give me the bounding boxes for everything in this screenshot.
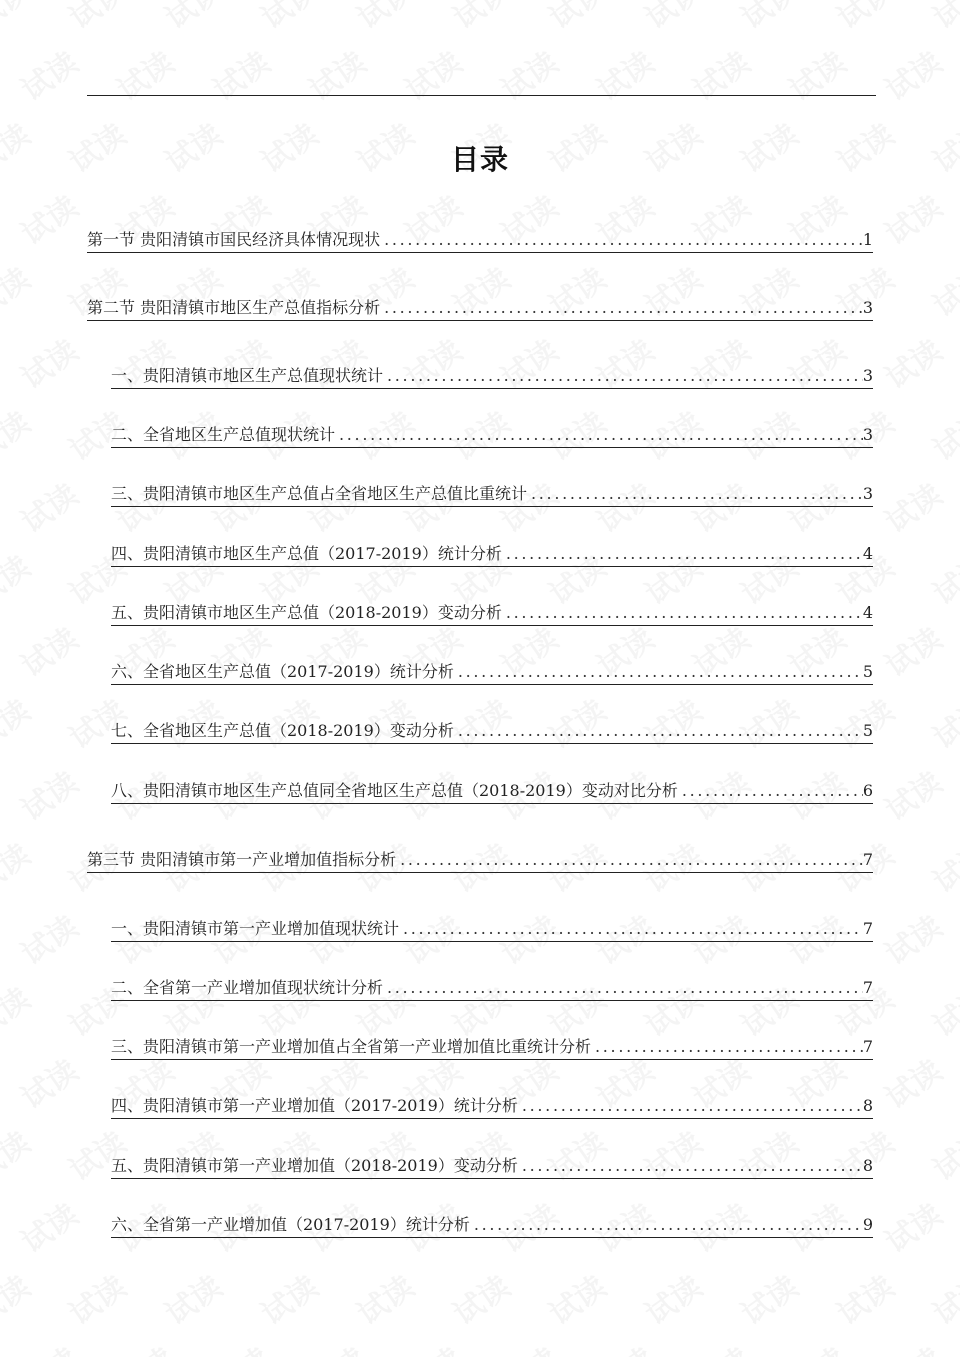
toc-page-number: 3 xyxy=(862,484,873,503)
watermark-text xyxy=(107,1335,181,1357)
toc-page-number: 3 xyxy=(862,425,873,444)
toc-dot-leader xyxy=(527,484,863,506)
toc-dot-leader xyxy=(454,721,863,743)
toc-dot-leader xyxy=(399,919,863,941)
toc-entry[interactable] xyxy=(111,974,873,1001)
watermark-text xyxy=(875,471,949,541)
watermark-text xyxy=(731,0,805,37)
toc-entry[interactable] xyxy=(87,846,873,873)
watermark-text xyxy=(203,39,277,109)
watermark-text xyxy=(395,1335,469,1357)
watermark-text xyxy=(683,39,757,109)
watermark-text xyxy=(539,0,613,37)
toc-entry-title: 二、全省第一产业增加值现状统计分析 xyxy=(111,978,384,997)
watermark-text xyxy=(539,1263,613,1333)
toc-dot-leader xyxy=(518,1156,863,1178)
toc-entry-title: 七、全省地区生产总值（2018-2019）变动分析 xyxy=(111,721,454,740)
toc-entry[interactable] xyxy=(111,777,873,804)
watermark-text xyxy=(59,1263,133,1333)
toc-entry[interactable] xyxy=(111,1033,873,1060)
toc-page-number: 4 xyxy=(862,603,873,622)
toc-page-number: 4 xyxy=(862,544,873,563)
watermark-text xyxy=(875,1047,949,1117)
watermark-text xyxy=(347,1263,421,1333)
toc-dot-leader xyxy=(502,603,863,625)
watermark-text xyxy=(11,1191,85,1261)
toc-entry[interactable] xyxy=(111,362,873,389)
toc-entry-title: 第二节 贵阳清镇市地区生产总值指标分析 xyxy=(87,298,381,317)
watermark-text xyxy=(443,1263,517,1333)
watermark-text xyxy=(203,1335,277,1357)
toc-entry[interactable] xyxy=(111,480,873,507)
toc-entry-title: 四、贵阳清镇市地区生产总值（2017-2019）统计分析 xyxy=(111,544,502,563)
watermark-text xyxy=(875,39,949,109)
toc-dot-leader xyxy=(678,781,863,803)
toc-dot-leader xyxy=(502,544,863,566)
watermark-text xyxy=(0,1263,37,1333)
toc-dot-leader xyxy=(454,662,863,684)
watermark-text xyxy=(875,759,949,829)
toc-entry[interactable] xyxy=(111,540,873,567)
watermark-text xyxy=(875,1191,949,1261)
watermark-text xyxy=(251,1263,325,1333)
toc-entry-title: 六、全省第一产业增加值（2017-2019）统计分析 xyxy=(111,1215,470,1234)
toc-page-number: 6 xyxy=(862,781,873,800)
toc-entry-title: 五、贵阳清镇市第一产业增加值（2018-2019）变动分析 xyxy=(111,1156,518,1175)
toc-dot-leader xyxy=(518,1096,863,1118)
watermark-text xyxy=(0,831,37,901)
toc-dot-leader xyxy=(383,978,863,1000)
watermark-text xyxy=(635,0,709,37)
watermark-text xyxy=(827,0,901,37)
watermark-text xyxy=(923,399,960,469)
toc-entry-title: 二、全省地区生产总值现状统计 xyxy=(111,425,336,444)
toc-page-number: 8 xyxy=(862,1096,873,1115)
toc-page-number: 9 xyxy=(862,1215,873,1234)
toc-page-number: 7 xyxy=(862,919,873,938)
toc-entry[interactable] xyxy=(111,421,873,448)
watermark-text xyxy=(0,0,37,37)
watermark-text xyxy=(299,39,373,109)
toc-entry[interactable] xyxy=(111,658,873,685)
toc-entry-title: 三、贵阳清镇市地区生产总值占全省地区生产总值比重统计 xyxy=(111,484,528,503)
watermark-text xyxy=(0,1119,37,1189)
toc-entry[interactable] xyxy=(111,717,873,744)
watermark-text xyxy=(299,1335,373,1357)
watermark-text xyxy=(11,327,85,397)
watermark-text xyxy=(0,255,37,325)
toc-page-number: 3 xyxy=(862,366,873,385)
toc-entry-title: 六、全省地区生产总值（2017-2019）统计分析 xyxy=(111,662,454,681)
watermark-text xyxy=(395,39,469,109)
toc-entry[interactable] xyxy=(111,1092,873,1119)
toc-entry-title: 第一节 贵阳清镇市国民经济具体情况现状 xyxy=(87,230,381,249)
header-rule xyxy=(87,95,876,96)
watermark-text xyxy=(923,0,960,37)
watermark-text xyxy=(683,1335,757,1357)
watermark-text xyxy=(635,1263,709,1333)
watermark-text xyxy=(11,183,85,253)
toc-entry-title: 一、贵阳清镇市第一产业增加值现状统计 xyxy=(111,919,400,938)
watermark-text xyxy=(11,615,85,685)
watermark-text xyxy=(347,0,421,37)
toc-page-number: 3 xyxy=(862,298,873,317)
toc-page-number: 7 xyxy=(862,978,873,997)
toc-page-number: 7 xyxy=(862,1037,873,1056)
watermark-text xyxy=(11,39,85,109)
toc-dot-leader xyxy=(591,1037,863,1059)
toc-dot-leader xyxy=(380,230,863,252)
watermark-text xyxy=(251,0,325,37)
watermark-text xyxy=(923,975,960,1045)
watermark-text xyxy=(587,39,661,109)
watermark-text xyxy=(443,0,517,37)
watermark-text xyxy=(0,399,37,469)
toc-entry-title: 八、贵阳清镇市地区生产总值同全省地区生产总值（2018-2019）变动对比分析 xyxy=(111,781,678,800)
watermark-text xyxy=(875,615,949,685)
watermark-text xyxy=(11,903,85,973)
watermark-text xyxy=(155,1263,229,1333)
toc-page-number: 1 xyxy=(862,230,873,249)
toc-page-number: 5 xyxy=(862,721,873,740)
watermark-text xyxy=(875,327,949,397)
watermark-text xyxy=(923,543,960,613)
toc-page-number: 8 xyxy=(862,1156,873,1175)
watermark-text xyxy=(779,39,853,109)
watermark-text xyxy=(491,39,565,109)
watermark-text xyxy=(11,759,85,829)
watermark-text xyxy=(923,255,960,325)
toc-entry[interactable] xyxy=(111,915,873,942)
watermark-text xyxy=(923,687,960,757)
watermark-text xyxy=(923,1263,960,1333)
watermark-text xyxy=(587,1335,661,1357)
toc-dot-leader xyxy=(380,298,863,320)
watermark-text xyxy=(779,1335,853,1357)
watermark-text xyxy=(875,903,949,973)
toc-page-number: 7 xyxy=(862,850,873,869)
watermark-text xyxy=(0,543,37,613)
watermark-text xyxy=(59,0,133,37)
toc-entry-title: 三、贵阳清镇市第一产业增加值占全省第一产业增加值比重统计分析 xyxy=(111,1037,592,1056)
toc-entry-title: 一、贵阳清镇市地区生产总值现状统计 xyxy=(111,366,384,385)
watermark-text xyxy=(0,975,37,1045)
watermark-text xyxy=(11,1335,85,1357)
watermark-text xyxy=(731,1263,805,1333)
toc-entry[interactable] xyxy=(111,1211,873,1238)
watermark-text xyxy=(875,183,949,253)
toc-entry-title: 第三节 贵阳清镇市第一产业增加值指标分析 xyxy=(87,850,397,869)
toc-entry[interactable] xyxy=(111,599,873,626)
toc-entry[interactable] xyxy=(111,1152,873,1179)
toc-entry-title: 五、贵阳清镇市地区生产总值（2018-2019）变动分析 xyxy=(111,603,502,622)
watermark-text xyxy=(11,1047,85,1117)
watermark-text xyxy=(827,1263,901,1333)
toc-entry-title: 四、贵阳清镇市第一产业增加值（2017-2019）统计分析 xyxy=(111,1096,518,1115)
watermark-text xyxy=(923,831,960,901)
watermark-text xyxy=(0,687,37,757)
toc-entry[interactable] xyxy=(87,294,873,321)
toc-dot-leader xyxy=(383,366,863,388)
watermark-text xyxy=(107,39,181,109)
toc-dot-leader xyxy=(470,1215,863,1237)
watermark-text xyxy=(155,0,229,37)
watermark-text xyxy=(11,471,85,541)
watermark-text xyxy=(491,1335,565,1357)
watermark-text xyxy=(923,1119,960,1189)
toc-dot-leader xyxy=(396,850,863,872)
watermark-text xyxy=(875,1335,949,1357)
toc-dot-leader xyxy=(335,425,863,447)
toc-page-number: 5 xyxy=(862,662,873,681)
toc-entry[interactable] xyxy=(87,226,873,253)
page-title: 目录 xyxy=(450,143,509,176)
